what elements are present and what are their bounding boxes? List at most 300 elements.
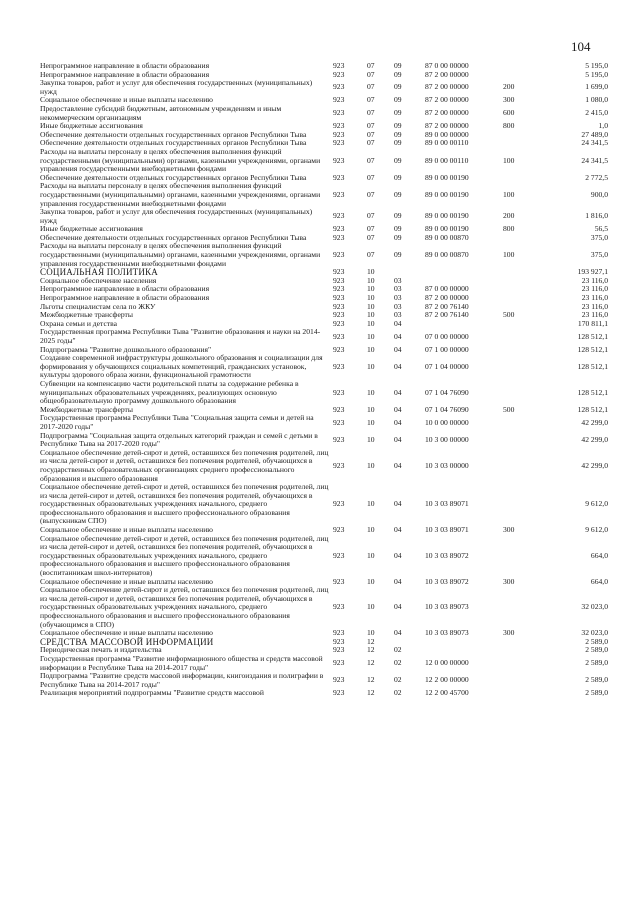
subsection-code: 04 <box>394 628 402 638</box>
section-code: 07 <box>367 211 375 221</box>
admin-code: 923 <box>333 576 345 586</box>
amount: 23 116,0 <box>581 301 608 311</box>
page-number: 104 <box>571 39 591 54</box>
row-name: Подпрограмма "Социальная защита отдельных категорий граждан и семей с детьми в Республике Тыва на 2017-2020 годы" <box>40 430 318 449</box>
expense-type-code <box>503 655 548 672</box>
admin-code: 923 <box>333 301 345 311</box>
admin-code: 923 <box>333 460 345 470</box>
target-item-code: 87 2 00 00000 <box>425 293 469 303</box>
amount: 900,0 <box>590 189 608 199</box>
expense-type-code <box>503 414 548 431</box>
target-item-code: 89 0 00 00190 <box>425 172 469 182</box>
row-name: Обеспечение деятельности отдельных государственных органов Республики Тыва <box>40 172 307 182</box>
row-name: Расходы на выплаты персоналу в целях обеспечения выполнения функций государственными (муниципальными) органами, казенными учреждениями, органами управления государственными внебюджетными фондами <box>40 181 321 208</box>
row-name: Социальное обеспечение и иные выплаты населению <box>40 628 213 638</box>
section-code: 10 <box>367 499 375 509</box>
section-code: 10 <box>367 576 375 586</box>
admin-code: 923 <box>333 284 345 294</box>
subsection-code: 09 <box>394 224 402 234</box>
row-name: Социальное обеспечение и иные выплаты населению <box>40 525 213 535</box>
amount: 56,5 <box>594 224 608 234</box>
row-name: Межбюджетные трансферты <box>40 310 133 320</box>
amount: 1,0 <box>598 121 608 131</box>
row-name: Обеспечение деятельности отдельных государственных органов Республики Тыва <box>40 129 307 139</box>
amount: 128 512,1 <box>577 331 608 341</box>
target-item-code: 87 2 00 00000 <box>425 82 469 92</box>
admin-code: 923 <box>333 138 345 148</box>
expense-type-code <box>503 346 548 355</box>
subsection-code: 09 <box>394 189 402 199</box>
amount: 664,0 <box>590 550 608 560</box>
subsection-code: 09 <box>394 129 402 139</box>
table-row <box>40 655 608 672</box>
amount: 9 612,0 <box>585 499 608 509</box>
subsection-code: 04 <box>394 576 402 586</box>
row-name: СРЕДСТВА МАССОВОЙ ИНФОРМАЦИИ <box>40 636 214 647</box>
amount: 42 299,0 <box>581 460 608 470</box>
admin-code: 923 <box>333 95 345 105</box>
amount: 128 512,1 <box>577 344 608 354</box>
expense-type-code <box>503 638 548 647</box>
admin-code: 923 <box>333 387 345 397</box>
amount: 128 512,1 <box>577 387 608 397</box>
subsection-code: 09 <box>394 232 402 242</box>
section-code: 10 <box>367 628 375 638</box>
admin-code: 923 <box>333 318 345 328</box>
subsection-code: 09 <box>394 172 402 182</box>
section-code: 10 <box>367 434 375 444</box>
subsection-code: 09 <box>394 61 402 70</box>
expense-type-code <box>503 285 548 294</box>
section-code: 07 <box>367 95 375 105</box>
admin-code: 923 <box>333 250 345 260</box>
table-row <box>40 105 608 122</box>
amount: 27 489,0 <box>581 129 608 139</box>
table-row <box>40 208 608 225</box>
row-name: Реализация мероприятий подпрограммы "Развитие средств массовой <box>40 688 264 698</box>
subsection-code: 09 <box>394 138 402 148</box>
expense-type-code <box>503 131 548 140</box>
expense-type-code <box>503 320 548 329</box>
target-item-code: 87 0 00 00000 <box>425 61 469 70</box>
admin-code: 923 <box>333 121 345 131</box>
target-item-code: 10 3 03 89071 <box>425 525 469 535</box>
expense-type-code: 200 <box>503 211 515 221</box>
amount: 128 512,1 <box>577 361 608 371</box>
subsection-code: 04 <box>394 525 402 535</box>
admin-code: 923 <box>333 129 345 139</box>
subsection-code: 04 <box>394 331 402 341</box>
expense-type-code <box>503 380 548 406</box>
amount: 32 023,0 <box>581 602 608 612</box>
section-code: 07 <box>367 138 375 148</box>
target-item-code: 07 1 04 00000 <box>425 361 469 371</box>
row-name: Государственная программа "Развитие информационного общества и средств массовой информации в Республике Тыва на 2014-2017 годы" <box>40 653 323 672</box>
row-name: Предоставление субсидий бюджетным, автономным учреждениям и иным некоммерческим организациям <box>40 103 282 122</box>
section-code: 07 <box>367 69 375 79</box>
row-name: Расходы на выплаты персоналу в целях обеспечения выполнения функций государственными (муниципальными) органами, казенными учреждениями, органами управления государственными внебюджетными фондами <box>40 146 321 174</box>
target-item-code: 87 2 00 76140 <box>425 310 469 320</box>
admin-code: 923 <box>333 417 345 427</box>
row-name: Периодическая печать и издательства <box>40 645 162 655</box>
table-row <box>40 586 608 629</box>
subsection-code: 09 <box>394 250 402 260</box>
target-item-code: 89 0 00 00110 <box>425 138 469 148</box>
section-code: 10 <box>367 417 375 427</box>
admin-code: 923 <box>333 404 345 414</box>
table-row <box>40 328 608 345</box>
section-code: 10 <box>367 344 375 354</box>
section-code: 07 <box>367 232 375 242</box>
row-name: Закупка товаров, работ и услуг для обеспечения государственных (муниципальных) нужд <box>40 78 313 96</box>
admin-code: 923 <box>333 275 345 285</box>
target-item-code: 10 0 00 00000 <box>425 417 469 427</box>
admin-code: 923 <box>333 293 345 303</box>
admin-code: 923 <box>333 232 345 242</box>
expense-type-code: 100 <box>503 155 515 165</box>
expense-type-code <box>503 71 548 80</box>
subsection-code: 04 <box>394 318 402 328</box>
admin-code: 923 <box>333 645 345 655</box>
amount: 2 589,0 <box>585 645 608 655</box>
row-name: Непрограммное направление в области образования <box>40 293 210 303</box>
admin-code: 923 <box>333 267 345 277</box>
amount: 664,0 <box>590 576 608 586</box>
section-code: 12 <box>367 688 375 698</box>
section-code: 07 <box>367 82 375 92</box>
table-row <box>40 79 608 96</box>
section-code: 10 <box>367 460 375 470</box>
subsection-code: 02 <box>394 645 402 655</box>
admin-code: 923 <box>333 189 345 199</box>
expense-type-code: 100 <box>503 250 515 260</box>
subsection-code: 04 <box>394 602 402 612</box>
section-code: 07 <box>367 172 375 182</box>
section-code: 10 <box>367 404 375 414</box>
admin-code: 923 <box>333 310 345 320</box>
row-name: Социальное обеспечение и иные выплаты населению <box>40 95 213 105</box>
section-code: 10 <box>367 301 375 311</box>
target-item-code <box>425 320 503 329</box>
subsection-code: 04 <box>394 387 402 397</box>
row-name: Расходы на выплаты персоналу в целях обеспечения выполнения функций государственными (муниципальными) органами, казенными учреждениями, органами управления государственными внебюджетными фондами <box>40 241 321 268</box>
expense-type-code <box>503 328 548 345</box>
section-code: 12 <box>367 658 375 668</box>
section-code: 10 <box>367 275 375 285</box>
amount: 5 195,0 <box>585 61 608 70</box>
row-name: Подпрограмма "Развитие средств массовой информации, книгоиздания и полиграфии в Республике Тыва на 2014-2017 годы" <box>40 671 324 689</box>
subsection-code: 03 <box>394 275 402 285</box>
section-code: 07 <box>367 250 375 260</box>
admin-code: 923 <box>333 550 345 560</box>
row-name: Льготы специалистам села по ЖКУ <box>40 301 156 311</box>
target-item-code <box>425 268 503 277</box>
expense-type-code <box>503 483 548 526</box>
amount: 2 589,0 <box>585 675 608 685</box>
section-code: 07 <box>367 224 375 234</box>
expense-type-code <box>503 139 548 148</box>
target-item-code: 10 3 03 00000 <box>425 460 469 470</box>
admin-code: 923 <box>333 82 345 92</box>
admin-code: 923 <box>333 361 345 371</box>
target-item-code: 10 3 03 89073 <box>425 628 469 638</box>
target-item-code: 89 0 00 00870 <box>425 250 469 260</box>
target-item-code: 12 2 00 00000 <box>425 675 469 685</box>
section-code: 10 <box>367 284 375 294</box>
expense-type-code <box>503 174 548 183</box>
row-name: СОЦИАЛЬНАЯ ПОЛИТИКА <box>40 267 158 278</box>
target-item-code: 10 3 03 89071 <box>425 499 469 509</box>
subsection-code: 02 <box>394 675 402 685</box>
row-name: Социальное обеспечение детей-сирот и детей, оставшихся без попечения родителей, лиц из числа детей-сирот и детей, оставшихся без попечения родителей, обучающихся в государственных образовательных учреждениях начального, среднего профессионального образования и высшего профессионального образования (обучающимся в СПО) <box>40 585 329 629</box>
target-item-code: 07 0 00 00000 <box>425 331 469 341</box>
admin-code: 923 <box>333 636 345 646</box>
target-item-code: 07 1 04 76090 <box>425 404 469 414</box>
row-name: Закупка товаров, работ и услуг для обеспечения государственных (муниципальных) нужд <box>40 207 313 225</box>
table-row <box>40 483 608 526</box>
subsection-code: 04 <box>394 550 402 560</box>
subsection-code: 03 <box>394 284 402 294</box>
amount: 375,0 <box>590 232 608 242</box>
section-code: 10 <box>367 387 375 397</box>
row-name: Социальное обеспечение и иные выплаты населению <box>40 576 213 586</box>
subsection-code: 04 <box>394 460 402 470</box>
admin-code: 923 <box>333 172 345 182</box>
table-row <box>40 182 608 208</box>
admin-code: 923 <box>333 658 345 668</box>
admin-code: 923 <box>333 331 345 341</box>
target-item-code: 10 3 03 89073 <box>425 602 469 612</box>
row-name: Государственная программа Республики Тыва "Развитие образования и науки на 2014-2025 годы" <box>40 327 321 345</box>
expense-type-code <box>503 586 548 629</box>
row-name: Социальное обеспечение детей-сирот и детей, оставшихся без попечения родителей, лиц из числа детей-сирот и детей, оставшихся без попечения родителей, обучающихся в государственных образовательных учреждениях начального, среднего профессионального образования и высшего профессионального образования (выпускникам СПО) <box>40 482 329 526</box>
row-name: Социальное обеспечение населения <box>40 275 157 285</box>
amount: 9 612,0 <box>585 525 608 535</box>
subsection-code: 04 <box>394 417 402 427</box>
section-code: 10 <box>367 361 375 371</box>
amount: 193 927,1 <box>577 267 608 277</box>
subsection-code: 09 <box>394 69 402 79</box>
subsection-code: 03 <box>394 310 402 320</box>
expense-type-code <box>503 62 548 71</box>
amount: 2 415,0 <box>585 108 608 118</box>
target-item-code: 10 3 03 89072 <box>425 576 469 586</box>
subsection-code: 03 <box>394 293 402 303</box>
subsection-code: 03 <box>394 301 402 311</box>
section-code: 07 <box>367 189 375 199</box>
subsection-code: 09 <box>394 95 402 105</box>
row-name: Иные бюджетные ассигнования <box>40 224 143 234</box>
admin-code: 923 <box>333 224 345 234</box>
expense-type-code: 200 <box>503 82 515 92</box>
target-item-code: 89 0 00 00870 <box>425 232 469 242</box>
row-name: Социальное обеспечение детей-сирот и детей, оставшихся без попечения родителей, лиц из числа детей-сирот и детей, оставшихся без попечения родителей, обучающихся в государственных образовательных организациях среднего профессионального образования и высшего образования <box>40 447 329 483</box>
target-item-code: 87 2 00 00000 <box>425 108 469 118</box>
table-row <box>40 689 608 698</box>
amount: 32 023,0 <box>581 628 608 638</box>
row-name: Обеспечение деятельности отдельных государственных органов Республики Тыва <box>40 232 307 242</box>
section-code: 10 <box>367 293 375 303</box>
table-row <box>40 311 608 320</box>
row-name: Социальное обеспечение детей-сирот и детей, оставшихся без попечения родителей, лиц из числа детей-сирот и детей, оставшихся без попечения родителей, обучающихся в государственных образовательных учреждениях начального, среднего профессионального образования и высшего профессионального образования (воспитанникам школ-интернатов) <box>40 533 329 578</box>
target-item-code: 87 2 00 00000 <box>425 95 469 105</box>
row-name: Непрограммное направление в области образования <box>40 69 210 79</box>
admin-code: 923 <box>333 61 345 70</box>
expense-type-code <box>503 646 548 655</box>
expense-type-code: 800 <box>503 121 515 131</box>
target-item-code: 87 2 00 00000 <box>425 121 469 131</box>
subsection-code: 02 <box>394 688 402 698</box>
expense-type-code: 300 <box>503 628 515 638</box>
expense-type-code <box>503 689 548 698</box>
subsection-code: 09 <box>394 108 402 118</box>
row-name: Межбюджетные трансферты <box>40 404 133 414</box>
section-code: 07 <box>367 108 375 118</box>
section-code: 12 <box>367 645 375 655</box>
admin-code: 923 <box>333 525 345 535</box>
table-row <box>40 414 608 431</box>
table-row <box>40 148 608 174</box>
target-item-code: 12 0 00 00000 <box>425 658 469 668</box>
expense-type-code <box>503 294 548 303</box>
admin-code: 923 <box>333 602 345 612</box>
amount: 1 816,0 <box>585 211 608 221</box>
admin-code: 923 <box>333 499 345 509</box>
target-item-code <box>425 646 503 655</box>
subsection-code: 04 <box>394 361 402 371</box>
amount: 2 589,0 <box>585 688 608 698</box>
target-item-code <box>425 638 503 647</box>
row-name: Субвенции на компенсацию части родительской платы за содержание ребенка в муниципальных образовательных учреждениях, реализующих основную общеобразовательную программу дошкольного образования <box>40 378 299 406</box>
subsection-code: 09 <box>394 121 402 131</box>
subsection-code: 04 <box>394 404 402 414</box>
expense-type-code: 300 <box>503 95 515 105</box>
section-code: 12 <box>367 675 375 685</box>
row-name: Иные бюджетные ассигнования <box>40 121 143 131</box>
target-item-code: 07 1 00 00000 <box>425 344 469 354</box>
budget-table <box>40 62 608 698</box>
target-item-code: 89 0 00 00190 <box>425 211 469 221</box>
table-row <box>40 242 608 268</box>
table-row <box>40 380 608 406</box>
section-code: 10 <box>367 331 375 341</box>
amount: 23 116,0 <box>581 310 608 320</box>
amount: 24 341,5 <box>581 138 608 148</box>
expense-type-code: 600 <box>503 108 515 118</box>
expense-type-code <box>503 234 548 243</box>
amount: 42 299,0 <box>581 417 608 427</box>
target-item-code: 89 0 00 00110 <box>425 155 469 165</box>
row-name: Непрограммное направление в области образования <box>40 284 210 294</box>
amount: 24 341,5 <box>581 155 608 165</box>
amount: 375,0 <box>590 250 608 260</box>
expense-type-code <box>503 268 548 277</box>
amount: 42 299,0 <box>581 434 608 444</box>
target-item-code: 10 3 00 00000 <box>425 434 469 444</box>
amount: 23 116,0 <box>581 275 608 285</box>
section-code: 07 <box>367 155 375 165</box>
expense-type-code: 500 <box>503 404 515 414</box>
subsection-code: 09 <box>394 155 402 165</box>
section-code: 10 <box>367 310 375 320</box>
admin-code: 923 <box>333 155 345 165</box>
amount: 2 772,5 <box>585 172 608 182</box>
target-item-code: 89 0 00 00190 <box>425 189 469 199</box>
admin-code: 923 <box>333 211 345 221</box>
table-row <box>40 432 608 449</box>
subsection-code: 02 <box>394 658 402 668</box>
table-row <box>40 672 608 689</box>
row-name: Подпрограмма "Развитие дошкольного образования" <box>40 344 212 354</box>
admin-code: 923 <box>333 434 345 444</box>
expense-type-code: 100 <box>503 189 515 199</box>
expense-type-code <box>503 432 548 449</box>
target-item-code: 07 1 04 76090 <box>425 387 469 397</box>
expense-type-code: 800 <box>503 224 515 234</box>
amount: 1 080,0 <box>585 95 608 105</box>
expense-type-code: 500 <box>503 310 515 320</box>
section-code: 10 <box>367 318 375 328</box>
expense-type-code <box>503 354 548 380</box>
subsection-code: 04 <box>394 434 402 444</box>
admin-code: 923 <box>333 675 345 685</box>
section-code: 10 <box>367 602 375 612</box>
row-name: Охрана семьи и детства <box>40 318 117 328</box>
table-row <box>40 354 608 380</box>
admin-code: 923 <box>333 344 345 354</box>
section-code: 10 <box>367 525 375 535</box>
amount: 23 116,0 <box>581 284 608 294</box>
section-code: 07 <box>367 61 375 70</box>
section-code: 07 <box>367 129 375 139</box>
table-row <box>40 449 608 483</box>
target-item-code: 10 3 03 89072 <box>425 550 469 560</box>
expense-type-code <box>503 449 548 483</box>
target-item-code: 87 2 00 00000 <box>425 69 469 79</box>
row-name: Государственная программа Республики Тыва "Социальная защита семьи и детей на 2017-2020 годы" <box>40 413 314 431</box>
target-item-code: 89 0 00 00000 <box>425 129 469 139</box>
expense-type-code <box>503 535 548 578</box>
row-name: Обеспечение деятельности отдельных государственных органов Республики Тыва <box>40 138 307 148</box>
target-item-code: 89 0 00 00190 <box>425 224 469 234</box>
admin-code: 923 <box>333 688 345 698</box>
expense-type-code <box>503 672 548 689</box>
table-row <box>40 535 608 578</box>
expense-type-code: 300 <box>503 576 515 586</box>
section-code: 10 <box>367 550 375 560</box>
amount: 5 195,0 <box>585 69 608 79</box>
amount: 2 589,0 <box>585 636 608 646</box>
subsection-code: 09 <box>394 211 402 221</box>
target-item-code: 87 2 00 76140 <box>425 301 469 311</box>
amount: 1 699,0 <box>585 82 608 92</box>
target-item-code: 12 2 00 45700 <box>425 688 469 698</box>
expense-type-code <box>503 277 548 286</box>
row-name: Непрограммное направление в области образования <box>40 61 210 70</box>
subsection-code: 09 <box>394 82 402 92</box>
amount: 170 811,1 <box>577 318 608 328</box>
section-code: 10 <box>367 267 375 277</box>
target-item-code: 87 0 00 00000 <box>425 284 469 294</box>
section-code: 12 <box>367 636 375 646</box>
subsection-code: 04 <box>394 344 402 354</box>
subsection-code: 04 <box>394 499 402 509</box>
admin-code: 923 <box>333 69 345 79</box>
admin-code: 923 <box>333 108 345 118</box>
row-name: Создание современной инфраструктуры дошкольного образования и социализации для формирования у обучающихся социальных компетенций, гражданских установок, культуры здорового образа жизни, функциональной грамотности <box>40 353 323 380</box>
admin-code: 923 <box>333 628 345 638</box>
amount: 2 589,0 <box>585 658 608 668</box>
